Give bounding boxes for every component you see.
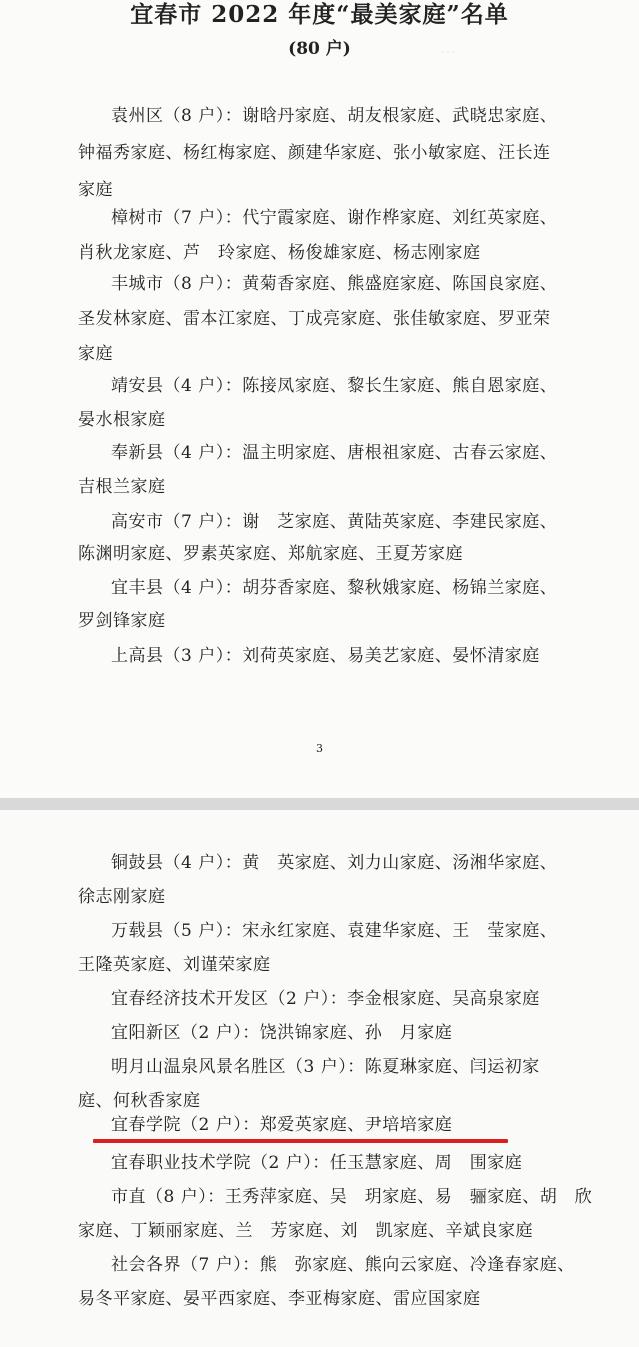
bleed-through-text: … [440, 38, 456, 57]
list-line-highlighted: 宜春学院（2 户）：郑爱英家庭、尹培培家庭 [111, 1115, 453, 1135]
list-line: 奉新县（4 户）：温主明家庭、唐根祖家庭、古春云家庭、 [111, 443, 558, 463]
list-line: 钟福秀家庭、杨红梅家庭、颜建华家庭、张小敏家庭、汪长连 [78, 143, 551, 163]
list-line: 易冬平家庭、晏平西家庭、李亚梅家庭、雷应国家庭 [78, 1289, 481, 1309]
list-line: 上高县（3 户）：刘荷英家庭、易美艺家庭、晏怀清家庭 [111, 646, 540, 666]
list-line: 罗剑锋家庭 [78, 611, 166, 631]
list-line: 铜鼓县（4 户）：黄 英家庭、刘力山家庭、汤湘华家庭、 [111, 853, 558, 873]
list-line: 晏水根家庭 [78, 410, 166, 430]
list-line: 家庭 [78, 344, 113, 364]
list-line: 万载县（5 户）：宋永红家庭、袁建华家庭、王 莹家庭、 [111, 921, 558, 941]
list-line: 靖安县（4 户）：陈接凤家庭、黎长生家庭、熊自恩家庭、 [111, 376, 558, 396]
list-line: 市直（8 户）：王秀萍家庭、吴 玥家庭、易 骊家庭、胡 欣 [111, 1187, 593, 1207]
page-subtitle: (80 户) [288, 39, 351, 59]
list-line: 高安市（7 户）：谢 芝家庭、黄陆英家庭、李建民家庭、 [111, 512, 558, 532]
list-line: 丰城市（8 户）：黄菊香家庭、熊盛庭家庭、陈国良家庭、 [111, 274, 558, 294]
list-line: 社会各界（7 户）：熊 弥家庭、熊向云家庭、冷逢春家庭、 [111, 1255, 575, 1275]
list-line: 王隆英家庭、刘谨荣家庭 [78, 955, 271, 975]
list-line: 宜阳新区（2 户）：饶洪锦家庭、孙 月家庭 [111, 1023, 453, 1043]
list-line: 宜春职业技术学院（2 户）：任玉慧家庭、周 围家庭 [111, 1153, 523, 1173]
list-line: 家庭 [78, 180, 113, 200]
list-line: 徐志刚家庭 [78, 887, 166, 907]
list-line: 袁州区（8 户）：谢晗丹家庭、胡友根家庭、武晓忠家庭、 [111, 106, 558, 126]
list-line: 陈渊明家庭、罗素英家庭、郑航家庭、王夏芳家庭 [78, 544, 463, 564]
page-title: 宜春市 2022 年度“最美家庭”名单 [130, 1, 509, 28]
list-line: 圣发林家庭、雷本江家庭、丁成亮家庭、张佳敏家庭、罗亚荣 [78, 309, 551, 329]
list-line: 明月山温泉风景名胜区（3 户）：陈夏琳家庭、闫运初家 [111, 1057, 540, 1077]
list-line: 樟树市（7 户）：代宁霞家庭、谢作桦家庭、刘红英家庭、 [111, 208, 558, 228]
page-number: 3 [316, 742, 323, 755]
list-line: 宜丰县（4 户）：胡芬香家庭、黎秋娥家庭、杨锦兰家庭、 [111, 578, 558, 598]
list-line: 肖秋龙家庭、芦 玲家庭、杨俊雄家庭、杨志刚家庭 [78, 243, 481, 263]
list-line: 宜春经济技术开发区（2 户）：李金根家庭、吴高泉家庭 [111, 989, 540, 1009]
list-line: 庭、何秋香家庭 [78, 1091, 201, 1111]
list-line: 吉根兰家庭 [78, 477, 166, 497]
red-underline-highlight [93, 1139, 508, 1143]
list-line: 家庭、丁颖丽家庭、兰 芳家庭、刘 凯家庭、辛斌良家庭 [78, 1221, 533, 1241]
